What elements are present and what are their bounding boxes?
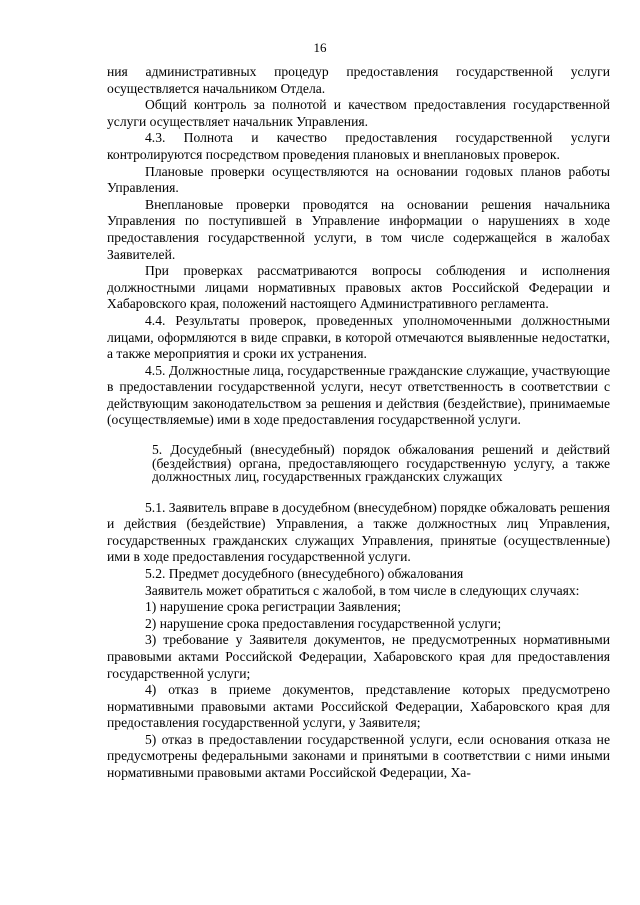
paragraph-unplanned-checks: Внеплановые проверки проводятся на основании решения начальника Управления по поступившей в Управление информации о нарушениях в ходе предоставления государственной услуги, в том числе содержащейся в жалобах Заявителей.: [107, 196, 610, 262]
list-item: 2) нарушение срока предоставления государственной услуги;: [145, 615, 502, 631]
paragraph-4-4: 4.4. Результаты проверок, проведенных уполномоченными должностными лицами, оформляются в виде справки, в которой отмечаются выявленные недостатки, а также мероприятия и сроки их устранения.: [107, 312, 610, 362]
page-body: [107, 64, 610, 782]
paragraph-planned-checks: Плановые проверки осуществляются на основании годовых планов работы Управления.: [107, 163, 610, 196]
page-number: 16: [313, 40, 327, 55]
list-item: 3) требование у Заявителя документов, не предусмотренных нормативными правовыми актами Российской Федерации, Хабаровского края для предоставления государственной услуги;: [107, 632, 610, 681]
paragraph-5-1: 5.1. Заявитель вправе в досудебном (внесудебном) порядке обжаловать решения и действия (бездействие) Управления, а также должностных лиц Управления, государственных гражданских служащих Управления, принятые (осуществленные) ими в ходе предоставления государственной услуги.: [107, 499, 610, 565]
paragraph-continuation: ния административных процедур предоставления государственной услуги осуществляется начальником Отдела.: [107, 64, 610, 96]
paragraph-general-control: Общий контроль за полнотой и качеством предоставления государственной услуги осуществляет начальник Управления.: [107, 97, 610, 129]
list-item: 1) нарушение срока регистрации Заявления;: [145, 599, 401, 615]
paragraph-check-questions: При проверках рассматриваются вопросы соблюдения и исполнения должностными лицами нормативных правовых актов Российской Федерации и Хабаровского края, положений настоящего Административного регламента.: [107, 263, 610, 312]
list-item: 4) отказ в приеме документов, представление которых предусмотрено нормативными правовыми актами Российской Федерации, Хабаровского края для предоставления государственной услуги, у Заявителя;: [107, 682, 610, 731]
paragraph-5-2: 5.2. Предмет досудебного (внесудебного) обжалования: [145, 565, 464, 581]
section-heading: 5. Досудебный (внесудебный) порядок обжалования решений и действий (бездействия) органа, предоставляющего государственную услугу, а также должностных лиц, государственных гражданских служащих: [152, 442, 610, 485]
paragraph-4-3: 4.3. Полнота и качество предоставления государственной услуги контролируются посредством проведения плановых и внеплановых проверок.: [107, 130, 610, 162]
paragraph-4-5: 4.5. Должностные лица, государственные гражданские служащие, участвующие в предоставлении государственной услуги, несут ответственность в соответствии с действующим законодательством за решения и действия (бездействие), принимаемые (осуществляемые) ими в ходе предоставления государственной услуги.: [107, 362, 610, 428]
paragraph-complaint-cases: Заявитель может обратиться с жалобой, в том числе в следующих случаях:: [145, 582, 580, 598]
list-item: 5) отказ в предоставлении государственной услуги, если основания отказа не предусмотрены федеральными законами и принятыми в соответствии с ними иными нормативными правовыми актами Российской Федерации, Ха-: [107, 731, 610, 781]
